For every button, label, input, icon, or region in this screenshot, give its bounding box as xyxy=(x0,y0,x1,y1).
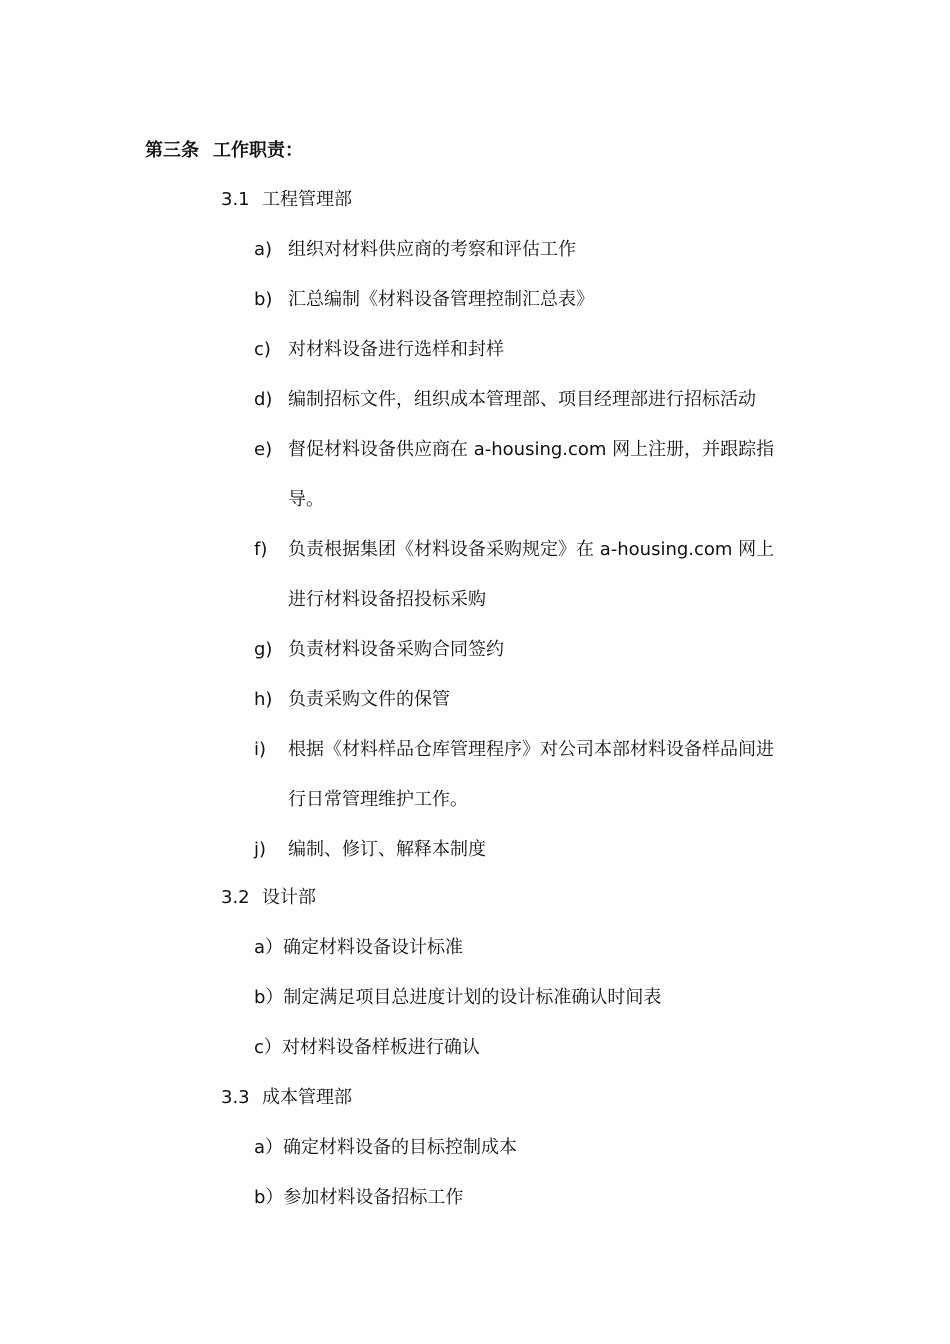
item-marker: i) xyxy=(254,739,267,760)
section-title: 设计部 xyxy=(262,887,316,908)
item-continuation: 进行材料设备招投标采购 xyxy=(288,589,486,610)
list-item: a）确定材料设备的目标控制成本 xyxy=(254,1137,518,1158)
list-item xyxy=(254,688,450,712)
item-marker: d) xyxy=(254,389,273,410)
list-item: b）制定满足项目总进度计划的设计标准确认时间表 xyxy=(254,987,662,1008)
section-title: 工程管理部 xyxy=(262,189,352,210)
item-marker: e) xyxy=(254,439,273,460)
section-number: 3.2 xyxy=(221,887,250,908)
article-label: 第三条 xyxy=(145,140,199,161)
item-text: 编制招标文件，组织成本管理部、项目经理部进行招标活动 xyxy=(288,389,756,410)
section-heading xyxy=(221,188,352,212)
section-title: 成本管理部 xyxy=(262,1087,352,1108)
section-number: 3.3 xyxy=(221,1087,250,1108)
item-text: 督促材料设备供应商在 a-housing.com 网上注册，并跟踪指 xyxy=(288,439,775,460)
item-marker: g) xyxy=(254,639,273,660)
item-marker: f) xyxy=(254,539,268,560)
item-text: 组织对材料供应商的考察和评估工作 xyxy=(288,239,576,260)
item-marker: a) xyxy=(254,239,273,260)
item-text: 负责材料设备采购合同签约 xyxy=(288,639,504,660)
list-item: c）对材料设备样板进行确认 xyxy=(254,1037,480,1058)
item-text: 负责根据集团《材料设备采购规定》在 a-housing.com 网上 xyxy=(288,539,775,560)
list-item: b）参加材料设备招标工作 xyxy=(254,1187,464,1208)
list-item xyxy=(254,338,504,362)
item-marker: h) xyxy=(254,689,273,710)
list-item xyxy=(254,238,576,262)
list-item: a）确定材料设备设计标准 xyxy=(254,937,464,958)
article-heading xyxy=(145,139,303,163)
item-text: 汇总编制《材料设备管理控制汇总表》 xyxy=(288,289,594,310)
list-item xyxy=(254,738,774,762)
item-marker: j) xyxy=(254,839,267,860)
list-item xyxy=(254,538,774,562)
list-item xyxy=(254,288,594,312)
item-text: 负责采购文件的保管 xyxy=(288,689,450,710)
section-heading xyxy=(221,886,316,910)
list-item xyxy=(254,838,486,862)
item-text: 编制、修订、解释本制度 xyxy=(288,839,486,860)
list-item xyxy=(254,638,504,662)
article-title: 工作职责： xyxy=(213,140,303,161)
section-heading xyxy=(221,1086,352,1110)
item-text: 对材料设备进行选样和封样 xyxy=(288,339,504,360)
item-continuation: 导。 xyxy=(288,489,324,510)
item-marker: b) xyxy=(254,289,273,310)
item-text: 根据《材料样品仓库管理程序》对公司本部材料设备样品间进 xyxy=(288,739,774,760)
list-item xyxy=(254,388,756,412)
list-item xyxy=(254,438,774,462)
section-number: 3.1 xyxy=(221,189,250,210)
item-continuation: 行日常管理维护工作。 xyxy=(288,789,468,810)
item-marker: c) xyxy=(254,339,271,360)
